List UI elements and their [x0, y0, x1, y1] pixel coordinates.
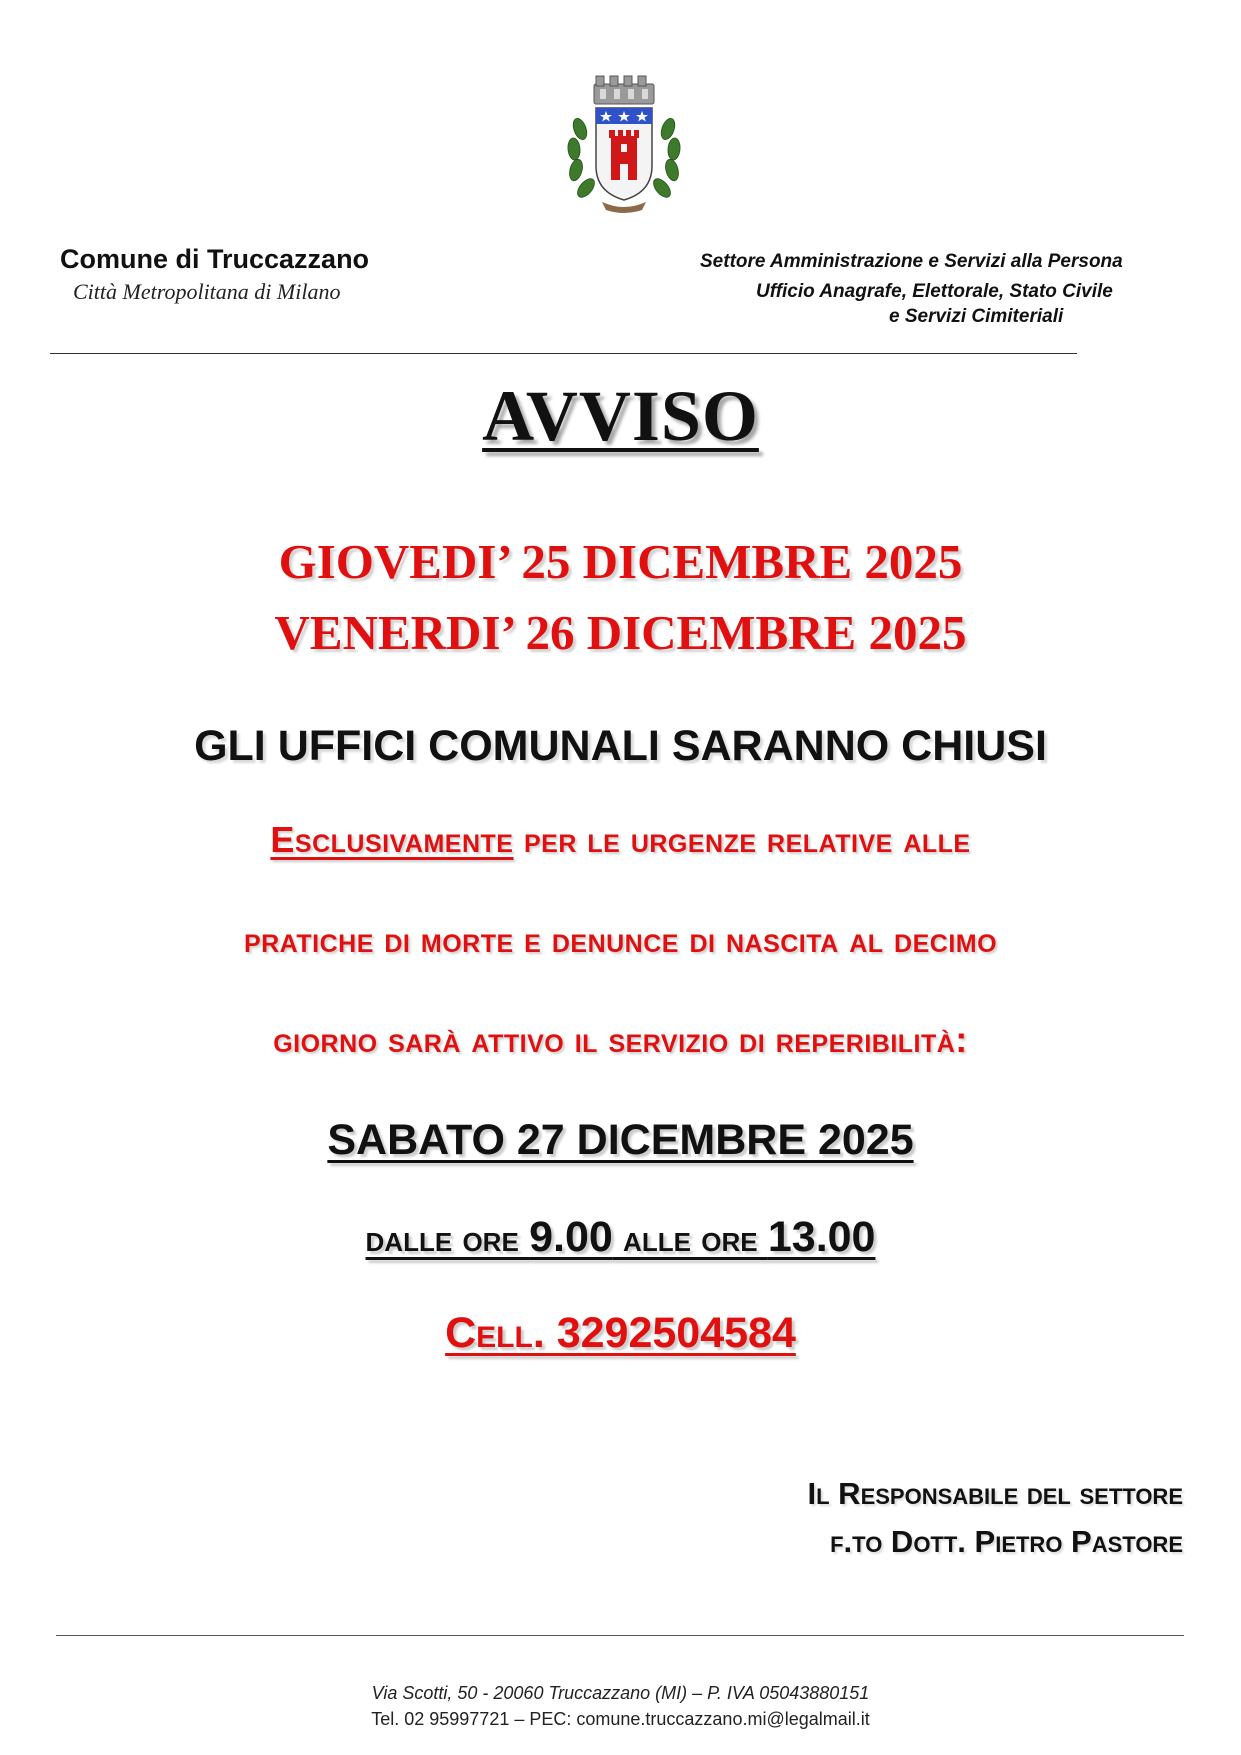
cell-phone: Cell. 3292504584: [445, 1309, 796, 1357]
hours-to-label: alle ore: [612, 1218, 768, 1259]
hours-from-label: dalle ore: [365, 1218, 530, 1259]
urgency-line-1: [0, 819, 1241, 861]
notice-title: AVVISO: [482, 376, 759, 456]
urgency-line-3: giorno sarà attivo il servizio di reperibilità:: [273, 1019, 968, 1060]
closure-statement: GLI UFFICI COMUNALI SARANNO CHIUSI: [194, 722, 1047, 770]
closure-date-1: GIOVEDI’ 25 DICEMBRE 2025: [278, 534, 963, 589]
municipality-name: Comune di Truccazzano: [60, 244, 370, 274]
signature-name: f.to Dott. Pietro Pastore: [830, 1524, 1183, 1559]
coat-of-arms-icon: [562, 74, 686, 216]
sector-name: Settore Amministrazione e Servizi alla Persona: [700, 251, 1123, 272]
availability-date: SABATO 27 DICEMBRE 2025: [327, 1116, 914, 1164]
closure-date-2: VENERDI’ 26 DICEMBRE 2025: [274, 605, 967, 660]
availability-date-row: [0, 1116, 1241, 1165]
footer-divider: [56, 1635, 1184, 1636]
office-line-1: Ufficio Anagrafe, Elettorale, Stato Civile: [756, 281, 1113, 302]
urgency-line-2: pratiche di morte e denunce di nascita al decimo: [243, 919, 998, 960]
notice-title-row: [0, 375, 1241, 458]
office-line-2: e Servizi Cimiteriali: [889, 306, 1064, 327]
hours-from-time: 9.00: [529, 1213, 613, 1261]
footer-contacts: Tel. 02 95997721 – PEC: comune.truccazzano.mi@legalmail.it: [371, 1709, 870, 1729]
cell-phone-row: [0, 1309, 1241, 1358]
hours-to-time: 13.00: [767, 1213, 876, 1261]
urgency-line-1-text: per le urgenze relative alle: [513, 819, 971, 860]
header-divider: [50, 353, 1077, 354]
hours-text: [365, 1213, 876, 1261]
availability-hours: [0, 1213, 1241, 1262]
metropolitan-area: Città Metropolitana di Milano: [73, 279, 341, 304]
footer-address: Via Scotti, 50 - 20060 Truccazzano (MI) – P. IVA 05043880151: [371, 1683, 870, 1703]
urgency-keyword: Esclusivamente: [270, 819, 514, 860]
signature-role: Il Responsabile del settore: [807, 1476, 1183, 1511]
